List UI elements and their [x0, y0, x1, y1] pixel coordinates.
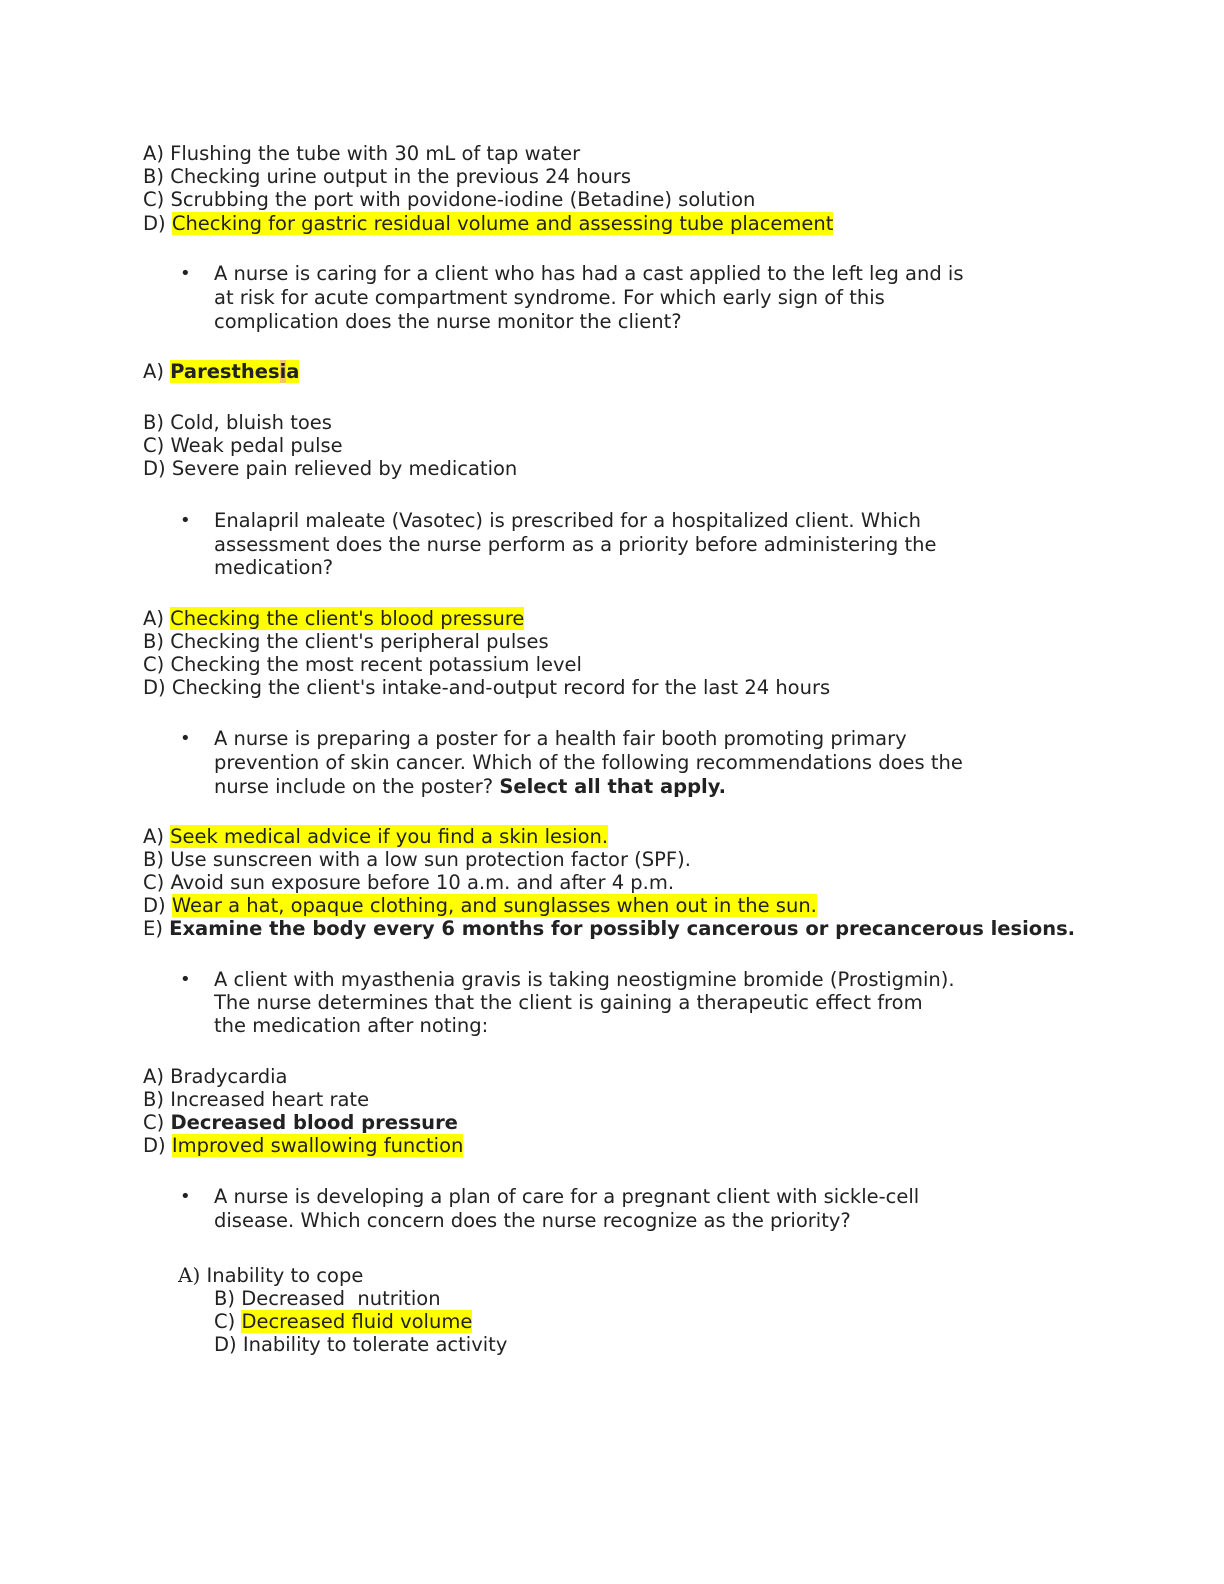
option-text-highlighted: Paresthesia — [170, 360, 300, 383]
option-label: A) — [143, 142, 164, 165]
q3-question-line-1: Enalapril maleate (Vasotec) is prescribed for a hospitalized client. Which — [214, 509, 921, 532]
q6-option-b — [214, 1287, 441, 1311]
q1-option-b — [143, 165, 631, 189]
q5-option-c — [143, 1111, 458, 1135]
option-label: C) — [143, 653, 165, 676]
q5-option-a — [143, 1065, 288, 1089]
bullet-icon: • — [180, 510, 191, 531]
q3-option-d — [143, 676, 830, 700]
option-text: Increased heart rate — [170, 1088, 370, 1111]
option-text: Inability to tolerate activity — [242, 1333, 508, 1356]
bullet-icon: • — [180, 728, 191, 749]
option-label: A) — [143, 607, 164, 630]
option-label: B) — [143, 411, 164, 434]
q5-option-b — [143, 1088, 369, 1112]
option-text: Checking urine output in the previous 24 hours — [170, 165, 631, 188]
q1-option-a — [143, 142, 580, 166]
option-text-highlighted: Wear a hat, opaque clothing, and sunglasses when out in the sun. — [171, 894, 817, 917]
option-text: Use sunscreen with a low sun protection factor (SPF). — [170, 848, 691, 871]
option-label: C) — [143, 188, 165, 211]
q2-option-d — [143, 457, 517, 481]
option-text: Decreased nutrition — [241, 1287, 441, 1310]
option-label: D) — [143, 212, 166, 235]
option-text-bold: Decreased blood pressure — [170, 1111, 458, 1134]
q6-option-d — [214, 1333, 507, 1357]
option-label: B) — [214, 1287, 235, 1310]
option-text-bold: Examine the body every 6 months for possibly cancerous or precancerous lesions. — [169, 917, 1076, 940]
q3-question-line-2: assessment does the nurse perform as a priority before administering the — [214, 533, 937, 556]
q3-question-line-3: medication? — [214, 556, 334, 579]
option-label: E) — [143, 917, 163, 940]
option-label: A) — [143, 1065, 164, 1088]
q4-question-line-3: nurse include on the poster? Select all that apply. — [214, 775, 727, 798]
q3-option-a — [143, 607, 524, 631]
select-all-instruction: Select all that apply. — [499, 775, 727, 798]
bullet-icon: • — [180, 263, 191, 284]
option-text-highlighted: Improved swallowing function — [171, 1134, 464, 1157]
option-label: D) — [143, 676, 166, 699]
option-label: D) — [143, 894, 166, 917]
option-label: D) — [143, 457, 166, 480]
q4-option-b — [143, 848, 691, 872]
option-label: C) — [143, 1111, 165, 1134]
q1-option-c — [143, 188, 755, 212]
option-text: Scrubbing the port with povidone-iodine (Betadine) solution — [170, 188, 756, 211]
q4-option-a — [143, 825, 608, 849]
q6-question-line-2: disease. Which concern does the nurse recognize as the priority? — [214, 1209, 851, 1232]
option-label: D) — [143, 1134, 166, 1157]
q6-option-c — [214, 1310, 472, 1334]
q2-option-a — [143, 360, 299, 384]
q4-option-d — [143, 894, 817, 918]
option-text-highlighted: Checking for gastric residual volume and assessing tube placement — [171, 212, 834, 235]
option-label: A) — [143, 360, 164, 383]
option-text: Bradycardia — [170, 1065, 288, 1088]
q2-question-line-2: at risk for acute compartment syndrome. For which early sign of this — [214, 286, 885, 309]
option-label: D) — [214, 1333, 237, 1356]
option-text-highlighted: Decreased fluid volume — [241, 1310, 473, 1333]
option-text: Weak pedal pulse — [170, 434, 343, 457]
option-label: B) — [143, 165, 164, 188]
q2-option-b — [143, 411, 332, 435]
q6-option-a — [178, 1263, 363, 1287]
q2-option-c — [143, 434, 343, 458]
q4-option-e — [143, 917, 1075, 941]
option-label: B) — [143, 1088, 164, 1111]
option-text: Checking the most recent potassium level — [170, 653, 582, 676]
q5-question-line-2: The nurse determines that the client is gaining a therapeutic effect from — [214, 991, 923, 1014]
option-text: Checking the client's peripheral pulses — [170, 630, 549, 653]
q2-question-line-1: A nurse is caring for a client who has had a cast applied to the left leg and is — [214, 262, 964, 285]
bullet-icon: • — [180, 969, 191, 990]
q5-option-d — [143, 1134, 463, 1158]
option-label: A) — [143, 825, 164, 848]
q1-option-d — [143, 212, 833, 236]
q3-option-b — [143, 630, 549, 654]
q4-question-line-2: prevention of skin cancer. Which of the following recommendations does the — [214, 751, 963, 774]
q5-question-line-3: the medication after noting: — [214, 1014, 489, 1037]
option-text: Inability to cope — [206, 1264, 364, 1287]
option-text-highlighted: Checking the client's blood pressure — [170, 607, 525, 630]
bullet-icon: • — [180, 1186, 191, 1207]
option-text: Flushing the tube with 30 mL of tap water — [170, 142, 581, 165]
q2-question-line-3: complication does the nurse monitor the client? — [214, 310, 682, 333]
q6-question-line-1: A nurse is developing a plan of care for a pregnant client with sickle-cell — [214, 1185, 920, 1208]
option-text: Cold, bluish toes — [170, 411, 332, 434]
option-text: Avoid sun exposure before 10 a.m. and after 4 p.m. — [170, 871, 675, 894]
q3-option-c — [143, 653, 582, 677]
option-text: Checking the client's intake-and-output record for the last 24 hours — [171, 676, 831, 699]
option-label: A) — [178, 1263, 201, 1287]
option-label: C) — [214, 1310, 236, 1333]
q4-option-c — [143, 871, 674, 895]
option-label: C) — [143, 871, 165, 894]
option-text: Severe pain relieved by medication — [171, 457, 518, 480]
q5-question-line-1: A client with myasthenia gravis is taking neostigmine bromide (Prostigmin). — [214, 968, 955, 991]
option-label: B) — [143, 630, 164, 653]
option-label: C) — [143, 434, 165, 457]
option-label: B) — [143, 848, 164, 871]
q4-question-line-1: A nurse is preparing a poster for a health fair booth promoting primary — [214, 727, 907, 750]
option-text-highlighted: Seek medical advice if you find a skin lesion. — [170, 825, 609, 848]
text-cursor-mark: i — [279, 360, 287, 383]
